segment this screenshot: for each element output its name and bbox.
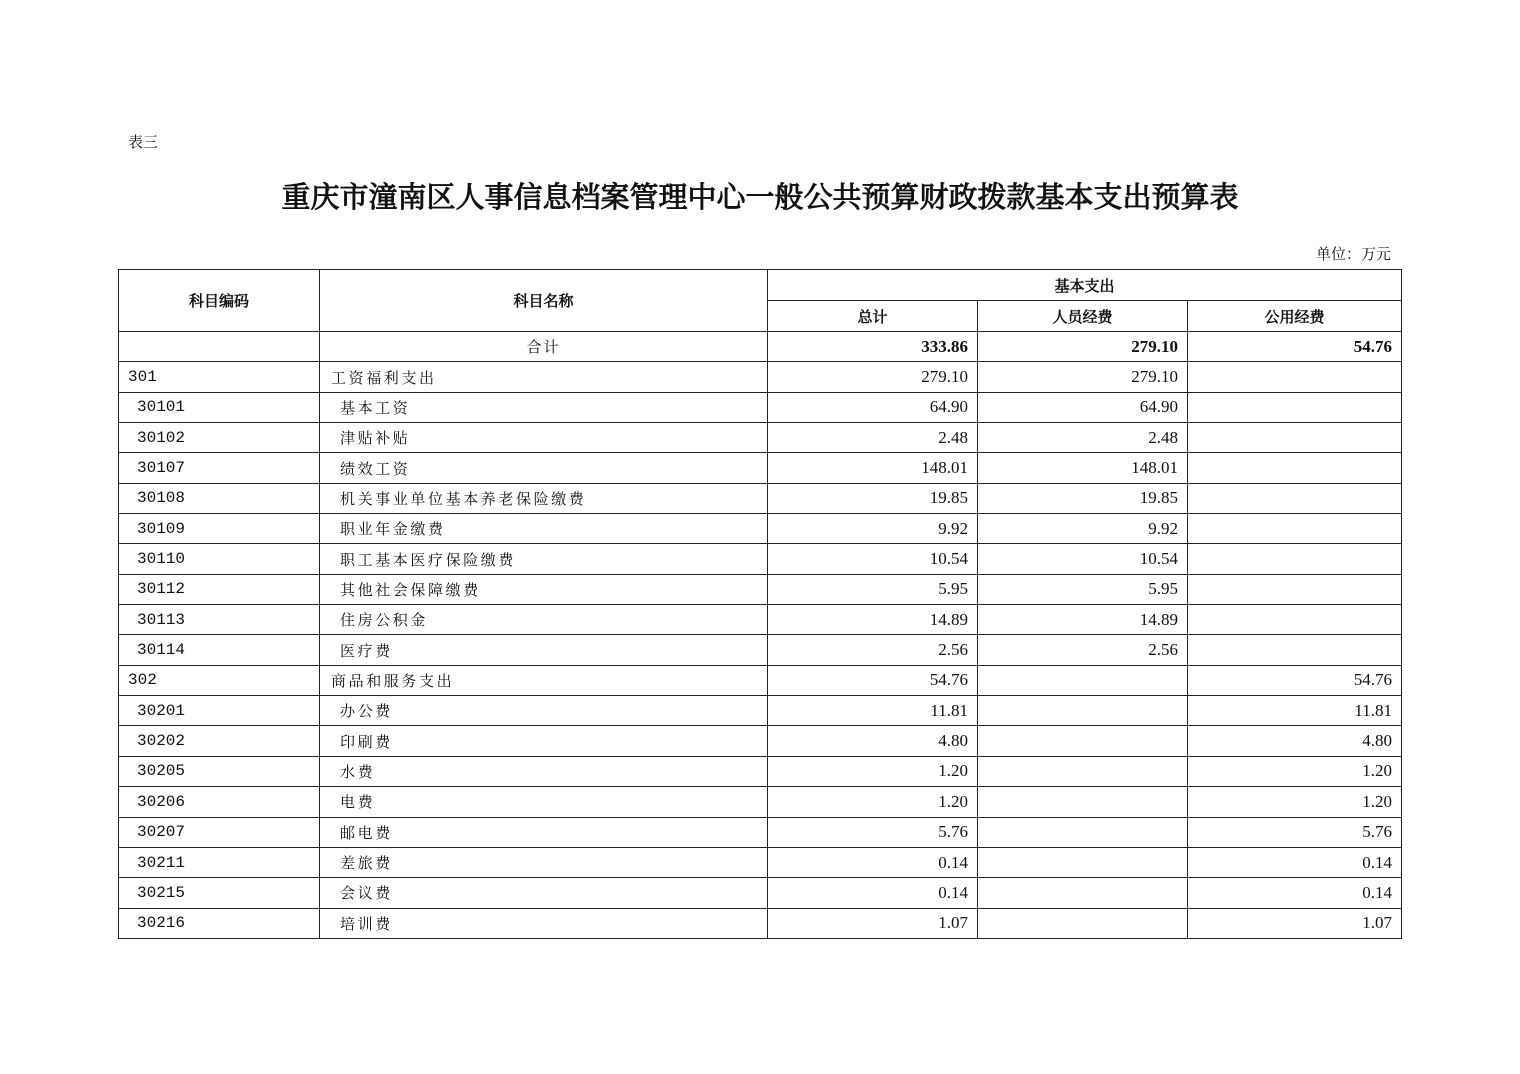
table-row — [119, 483, 1402, 513]
subject-code-cell: 30101 — [119, 392, 320, 422]
subject-name-cell: 职业年金缴费 — [320, 514, 768, 544]
total-amount-cell: 4.80 — [768, 726, 978, 756]
total-amount-cell: 333.86 — [768, 332, 978, 362]
personnel-expense-cell: 2.48 — [978, 423, 1188, 453]
subject-name-cell: 其他社会保障缴费 — [320, 574, 768, 604]
total-amount-cell: 5.95 — [768, 574, 978, 604]
subject-code-cell: 30202 — [119, 726, 320, 756]
table-row — [119, 453, 1402, 483]
table-row — [119, 817, 1402, 847]
table-number-label: 表三 — [128, 133, 159, 151]
public-expense-cell — [1188, 635, 1402, 665]
public-expense-cell: 1.20 — [1188, 787, 1402, 817]
subject-name-cell: 绩效工资 — [320, 453, 768, 483]
subject-code-cell: 30113 — [119, 605, 320, 635]
personnel-expense-cell — [978, 665, 1188, 695]
budget-table — [118, 269, 1402, 939]
subject-code-cell: 30102 — [119, 423, 320, 453]
total-amount-cell: 11.81 — [768, 696, 978, 726]
personnel-expense-cell: 279.10 — [978, 332, 1188, 362]
subject-name-cell: 电费 — [320, 787, 768, 817]
public-expense-cell: 4.80 — [1188, 726, 1402, 756]
subject-name-cell: 培训费 — [320, 908, 768, 938]
table-row — [119, 726, 1402, 756]
header-total: 总计 — [768, 301, 978, 332]
total-amount-cell: 0.14 — [768, 878, 978, 908]
subject-name-cell: 机关事业单位基本养老保险缴费 — [320, 483, 768, 513]
subject-code-cell: 30108 — [119, 483, 320, 513]
table-row — [119, 574, 1402, 604]
personnel-expense-cell — [978, 756, 1188, 786]
table-row — [119, 514, 1402, 544]
table-row — [119, 544, 1402, 574]
table-row — [119, 756, 1402, 786]
public-expense-cell — [1188, 362, 1402, 392]
personnel-expense-cell — [978, 878, 1188, 908]
subject-name-cell: 住房公积金 — [320, 605, 768, 635]
total-amount-cell: 64.90 — [768, 392, 978, 422]
total-amount-cell: 2.48 — [768, 423, 978, 453]
total-amount-cell: 5.76 — [768, 817, 978, 847]
public-expense-cell: 11.81 — [1188, 696, 1402, 726]
public-expense-cell: 0.14 — [1188, 878, 1402, 908]
header-personnel-expense: 人员经费 — [978, 301, 1188, 332]
subject-code-cell: 30114 — [119, 635, 320, 665]
subject-name-cell: 差旅费 — [320, 847, 768, 877]
total-amount-cell: 2.56 — [768, 635, 978, 665]
page-title: 重庆市潼南区人事信息档案管理中心一般公共预算财政拨款基本支出预算表 — [281, 180, 1239, 214]
subject-name-cell: 医疗费 — [320, 635, 768, 665]
personnel-expense-cell — [978, 787, 1188, 817]
total-amount-cell: 9.92 — [768, 514, 978, 544]
subject-code-cell — [119, 332, 320, 362]
subject-name-cell: 工资福利支出 — [320, 362, 768, 392]
table-row — [119, 696, 1402, 726]
public-expense-cell — [1188, 514, 1402, 544]
subject-code-cell: 30201 — [119, 696, 320, 726]
subject-code-cell: 30205 — [119, 756, 320, 786]
header-row — [119, 270, 1402, 301]
table-row — [119, 847, 1402, 877]
subject-code-cell: 30107 — [119, 453, 320, 483]
personnel-expense-cell — [978, 726, 1188, 756]
header-basic-expenditure: 基本支出 — [768, 270, 1402, 301]
personnel-expense-cell: 64.90 — [978, 392, 1188, 422]
personnel-expense-cell — [978, 908, 1188, 938]
total-amount-cell: 14.89 — [768, 605, 978, 635]
subject-code-cell: 30216 — [119, 908, 320, 938]
table-header — [119, 270, 1402, 332]
personnel-expense-cell — [978, 696, 1188, 726]
public-expense-cell — [1188, 544, 1402, 574]
personnel-expense-cell: 10.54 — [978, 544, 1188, 574]
public-expense-cell — [1188, 483, 1402, 513]
personnel-expense-cell: 19.85 — [978, 483, 1188, 513]
subject-code-cell: 30109 — [119, 514, 320, 544]
subject-name-cell: 基本工资 — [320, 392, 768, 422]
subject-code-cell: 30206 — [119, 787, 320, 817]
personnel-expense-cell: 9.92 — [978, 514, 1188, 544]
table-row — [119, 787, 1402, 817]
personnel-expense-cell: 5.95 — [978, 574, 1188, 604]
summary-label: 合计 — [320, 332, 768, 362]
personnel-expense-cell: 148.01 — [978, 453, 1188, 483]
table-row — [119, 665, 1402, 695]
public-expense-cell: 5.76 — [1188, 817, 1402, 847]
header-public-expense: 公用经费 — [1188, 301, 1402, 332]
table-row — [119, 362, 1402, 392]
total-amount-cell: 0.14 — [768, 847, 978, 877]
subject-code-cell: 30207 — [119, 817, 320, 847]
subject-code-cell: 30110 — [119, 544, 320, 574]
subject-code-cell: 30211 — [119, 847, 320, 877]
table-row — [119, 908, 1402, 938]
header-subject-name: 科目名称 — [320, 270, 768, 332]
total-amount-cell: 279.10 — [768, 362, 978, 392]
total-amount-cell: 1.20 — [768, 787, 978, 817]
subject-name-cell: 商品和服务支出 — [320, 665, 768, 695]
table-row — [119, 635, 1402, 665]
subject-code-cell: 30215 — [119, 878, 320, 908]
total-amount-cell: 1.07 — [768, 908, 978, 938]
personnel-expense-cell — [978, 817, 1188, 847]
public-expense-cell: 1.20 — [1188, 756, 1402, 786]
subject-code-cell: 302 — [119, 665, 320, 695]
public-expense-cell — [1188, 605, 1402, 635]
table-body — [119, 332, 1402, 939]
public-expense-cell: 0.14 — [1188, 847, 1402, 877]
personnel-expense-cell: 2.56 — [978, 635, 1188, 665]
public-expense-cell: 1.07 — [1188, 908, 1402, 938]
subject-name-cell: 印刷费 — [320, 726, 768, 756]
table-row — [119, 423, 1402, 453]
total-amount-cell: 54.76 — [768, 665, 978, 695]
subject-code-cell: 301 — [119, 362, 320, 392]
table-row — [119, 392, 1402, 422]
total-amount-cell: 10.54 — [768, 544, 978, 574]
public-expense-cell — [1188, 574, 1402, 604]
subject-name-cell: 会议费 — [320, 878, 768, 908]
summary-row — [119, 332, 1402, 362]
subject-code-cell: 30112 — [119, 574, 320, 604]
public-expense-cell: 54.76 — [1188, 332, 1402, 362]
public-expense-cell — [1188, 423, 1402, 453]
total-amount-cell: 19.85 — [768, 483, 978, 513]
personnel-expense-cell — [978, 847, 1188, 877]
subject-name-cell: 职工基本医疗保险缴费 — [320, 544, 768, 574]
subject-name-cell: 邮电费 — [320, 817, 768, 847]
public-expense-cell — [1188, 453, 1402, 483]
subject-name-cell: 津贴补贴 — [320, 423, 768, 453]
unit-label: 单位：万元 — [1315, 245, 1391, 263]
total-amount-cell: 1.20 — [768, 756, 978, 786]
public-expense-cell — [1188, 392, 1402, 422]
personnel-expense-cell: 279.10 — [978, 362, 1188, 392]
table-row — [119, 878, 1402, 908]
header-subject-code: 科目编码 — [119, 270, 320, 332]
public-expense-cell: 54.76 — [1188, 665, 1402, 695]
table-row — [119, 605, 1402, 635]
personnel-expense-cell: 14.89 — [978, 605, 1188, 635]
subject-name-cell: 水费 — [320, 756, 768, 786]
total-amount-cell: 148.01 — [768, 453, 978, 483]
subject-name-cell: 办公费 — [320, 696, 768, 726]
